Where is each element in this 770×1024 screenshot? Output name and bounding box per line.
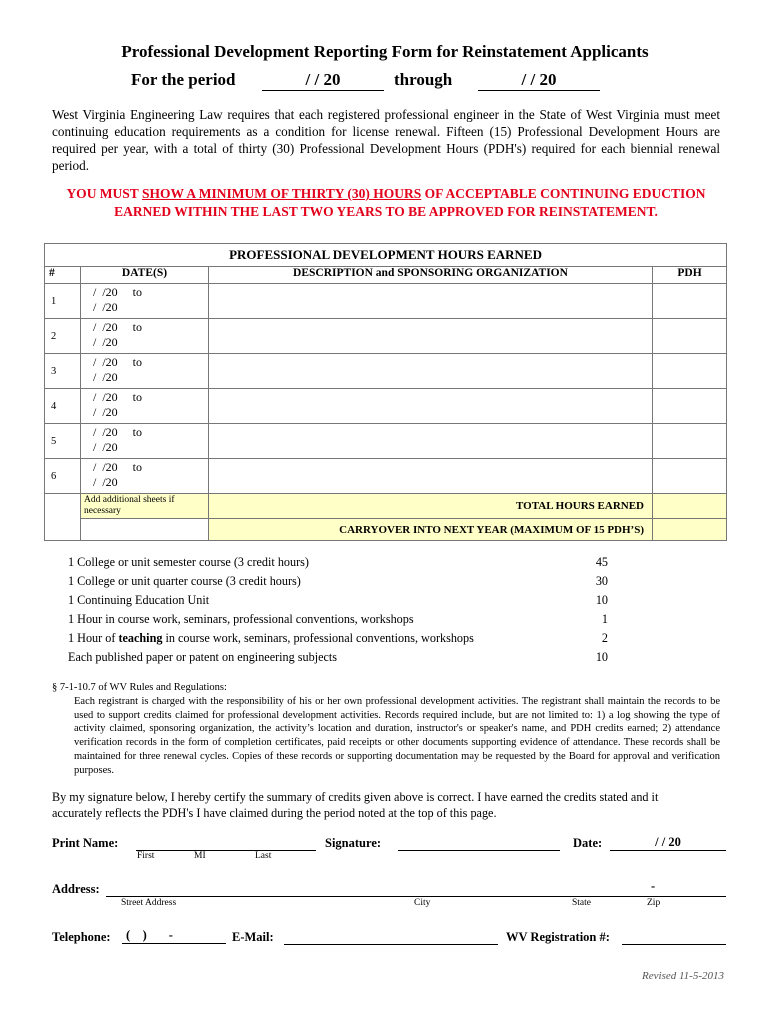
credit-row: Each published paper or patent on engineering subjects 10 [68,650,608,664]
date-range-field[interactable]: / /20 to / /20 [81,319,209,354]
carryover-field[interactable] [653,519,727,541]
rules-heading: § 7-1-10.7 of WV Rules and Regulations: [52,682,227,693]
table-row [45,389,727,424]
wv-registration-label: WV Registration #: [506,930,610,944]
carryover-label: CARRYOVER INTO NEXT YEAR (MAXIMUM OF 15 PDH’S) [209,519,653,541]
period-from-field[interactable]: / / 20 [262,70,384,91]
row-number: 3 [45,354,81,389]
date-range-field[interactable]: / /20 to / /20 [81,389,209,424]
row-number: 4 [45,389,81,424]
through-label: through [394,70,453,89]
row-number: 2 [45,319,81,354]
rules-body: Each registrant is charged with the responsibility of his or her own professional development activities. The registrant shall maintain the records to be used to support credits claimed for professional development activities. Records required include, but are not limited to: 1) a log showing the type of activity claimed, sponsoring organization, the activity’s location and duration, instructor's or speaker's name, and PDH credits earned; 2) attendance verification records in the form of completion certificates, paid receipts or other documents supporting evidence of attendance. These records shall be maintained for three renewal cycles. Copies of these records or supporting documentation may be requested by the Board for approval and verification purposes. [74,695,720,776]
description-field[interactable] [209,319,653,354]
description-field[interactable] [209,459,653,494]
col-dates-header: DATE(S) [81,267,209,284]
address-label: Address: [52,882,100,896]
table-heading: PROFESSIONAL DEVELOPMENT HOURS EARNED [45,244,727,267]
date-label: Date: [573,836,603,850]
form-title: Professional Development Reporting Form for Reinstatement Applicants [121,42,649,61]
telephone-label: Telephone: [52,930,111,944]
pdh-field[interactable] [653,284,727,319]
certification-statement: By my signature below, I hereby certify the summary of credits given above is correct. I have earned the credits stated and it accurately reflects the PDH's I have claimed during the period noted at the top of this page. [52,790,659,820]
credit-row: 1 Hour in course work, seminars, professional conventions, workshops 1 [68,612,608,626]
wv-registration-field[interactable] [622,928,726,945]
telephone-field[interactable]: ( ) - [122,928,226,944]
description-field[interactable] [209,389,653,424]
description-field[interactable] [209,284,653,319]
email-label: E-Mail: [232,930,274,944]
total-hours-label: TOTAL HOURS EARNED [209,494,653,519]
pdh-table [44,243,727,541]
rules-section [52,681,720,778]
period-to-field[interactable]: / / 20 [478,70,600,91]
table-row [45,354,727,389]
credit-row: 1 Hour of teaching in course work, seminars, professional conventions, workshops 2 [68,631,608,645]
last-label: Last [255,851,272,861]
first-label: First [137,851,155,861]
print-name-label: Print Name: [52,836,119,850]
warning-underlined: SHOW A MINIMUM OF THIRTY (30) HOURS [141,186,422,201]
date-range-field[interactable]: / /20 to / /20 [81,459,209,494]
col-pdh-header: PDH [653,267,727,284]
print-name-field[interactable] [136,835,316,851]
credit-row: 1 College or unit semester course (3 credit hours) 45 [68,555,608,569]
pdh-field[interactable] [653,459,727,494]
row-number: 6 [45,459,81,494]
date-range-field[interactable]: / /20 to / /20 [81,424,209,459]
zip-dash: - [651,879,656,893]
period-label: For the period [131,70,236,89]
email-field[interactable] [284,928,498,945]
table-row [45,284,727,319]
add-sheets-note: Add additional sheets if necessary [81,494,209,519]
credit-equivalents [68,553,608,667]
zip-label: Zip [647,898,661,908]
date-range-field[interactable]: / /20 to / /20 [81,354,209,389]
col-number-header: # [45,267,81,284]
table-row [45,424,727,459]
pdh-field[interactable] [653,354,727,389]
credit-row: 1 College or unit quarter course (3 credit hours) 30 [68,574,608,588]
pdh-field[interactable] [653,424,727,459]
address-field[interactable] [106,880,726,897]
reinstatement-warning: YOU MUST SHOW A MINIMUM OF THIRTY (30) HOURS OF ACCEPTABLE CONTINUING EDUCTION EARNED WITHIN THE LAST TWO YEARS TO BE APPROVED FOR REINSTATEMENT. [66,186,706,219]
signature-field[interactable] [398,835,560,851]
row-number: 1 [45,284,81,319]
state-label: State [572,898,591,908]
description-field[interactable] [209,354,653,389]
mi-label: MI [194,851,206,861]
street-label: Street Address [121,898,177,908]
credit-row: 1 Continuing Education Unit 10 [68,593,608,607]
city-label: City [414,898,431,908]
row-number: 5 [45,424,81,459]
revision-date: Revised 11-5-2013 [642,970,724,982]
intro-paragraph: West Virginia Engineering Law requires that each registered professional engineer in the State of West Virginia must meet continuing education requirements as a condition for license renewal. Fifteen (15) Professional Development Hours are required per year, with a total of thirty (30) Professional Development Hours (PDH's) required for each biennial renewal period. [52,107,720,173]
signature-label: Signature: [325,836,382,850]
description-field[interactable] [209,424,653,459]
pdh-field[interactable] [653,389,727,424]
date-range-field[interactable]: / /20 to / /20 [81,284,209,319]
pdh-field[interactable] [653,319,727,354]
table-row [45,459,727,494]
table-row [45,319,727,354]
date-field[interactable]: / / 20 [610,835,726,851]
col-description-header: DESCRIPTION and SPONSORING ORGANIZATION [209,267,653,284]
total-hours-field[interactable] [653,494,727,519]
